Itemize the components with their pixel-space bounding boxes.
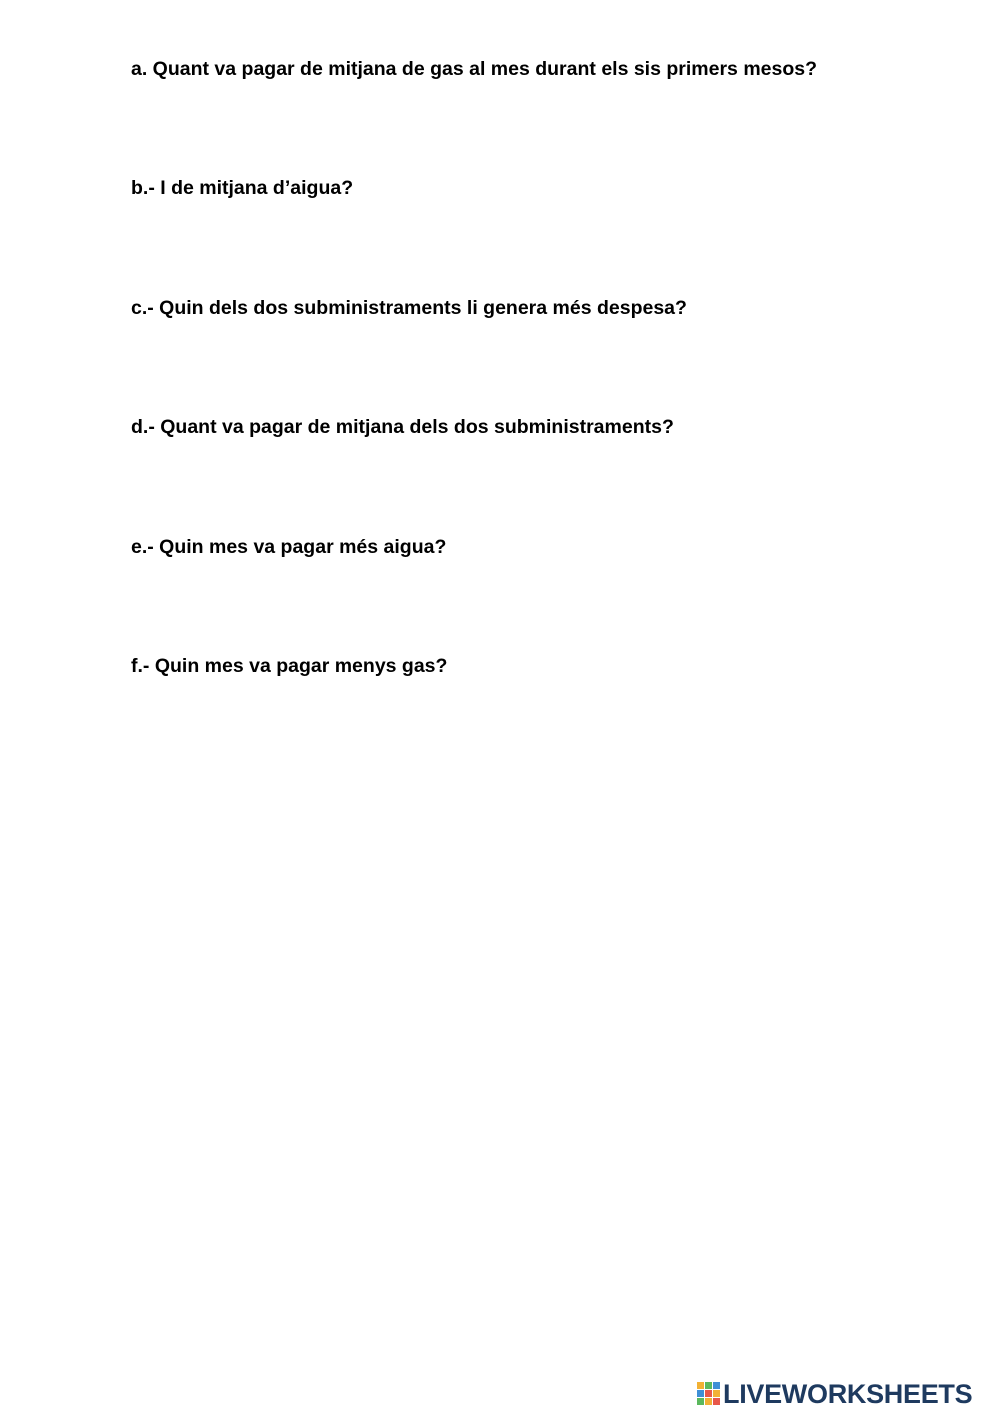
liveworksheets-brand — [697, 1381, 972, 1407]
question-a: a. Quant va pagar de mitjana de gas al mes durant els sis primers mesos? — [131, 58, 818, 80]
question-d: d.- Quant va pagar de mitjana dels dos subministraments? — [131, 416, 674, 438]
liveworksheets-logo-icon — [697, 1382, 721, 1406]
question-c: c.- Quin dels dos subministraments li genera més despesa? — [131, 297, 687, 319]
brand-name: LIVEWORKSHEETS — [723, 1379, 973, 1409]
question-e: e.- Quin mes va pagar més aigua? — [131, 536, 447, 558]
question-b: b.- I de mitjana d’aigua? — [131, 177, 354, 199]
question-f: f.- Quin mes va pagar menys gas? — [131, 655, 448, 677]
